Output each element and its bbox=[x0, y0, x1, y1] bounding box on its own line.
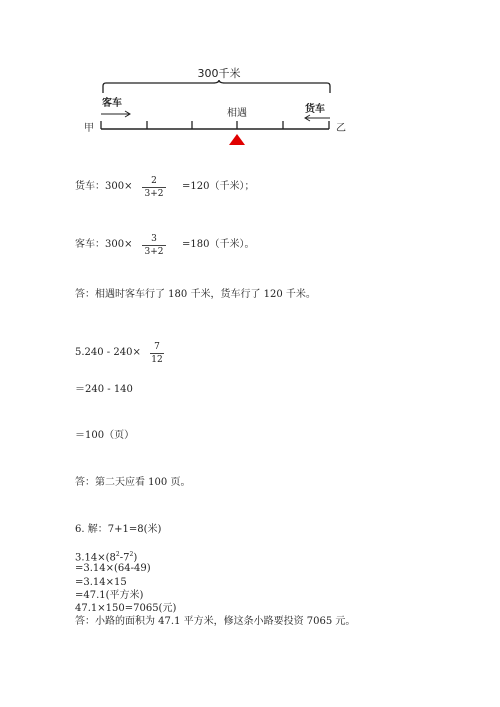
meeting-diagram bbox=[0, 0, 500, 160]
truck-calc-prefix: 货车：300× bbox=[75, 181, 133, 192]
fraction-denominator: 3+2 bbox=[144, 189, 164, 199]
exponent: 2 bbox=[115, 551, 120, 558]
bus-arrow bbox=[101, 111, 130, 117]
q6-line3: =3.14×(64-49) bbox=[75, 563, 151, 574]
total-distance-brace bbox=[103, 80, 330, 93]
truck-fraction bbox=[142, 176, 166, 199]
fraction-numerator: 7 bbox=[154, 342, 160, 352]
q6-line5: =47.1(平方米) bbox=[75, 590, 144, 601]
truck-label: 货车 bbox=[305, 104, 325, 115]
fraction-bar bbox=[150, 353, 164, 354]
bus-calc-result: =180（千米）。 bbox=[182, 239, 255, 250]
fraction-numerator: 3 bbox=[151, 234, 157, 244]
fraction-numerator: 2 bbox=[151, 176, 157, 186]
bus-fraction bbox=[142, 234, 166, 257]
exponent: 2 bbox=[129, 551, 134, 558]
meeting-point-marker bbox=[229, 134, 245, 145]
fraction-bar bbox=[142, 187, 166, 188]
q5-line1: 5.240 - 240× bbox=[75, 347, 141, 358]
q4-answer: 答：相遇时客车行了 180 千米，货车行了 120 千米。 bbox=[75, 289, 316, 300]
q6-answer: 答：小路的面积为 47.1 平方米，修这条小路要投资 7065 元。 bbox=[75, 616, 356, 627]
q5-line2: ＝240 - 140 bbox=[75, 384, 133, 395]
end-point-label: 乙 bbox=[336, 123, 346, 134]
q6-line2-part: 3.14×(8 bbox=[75, 552, 116, 564]
bus-label: 客车 bbox=[102, 98, 122, 109]
q6-line4: =3.14×15 bbox=[75, 577, 127, 588]
fraction-denominator: 12 bbox=[151, 355, 163, 365]
start-point-label: 甲 bbox=[84, 123, 94, 134]
total-distance-label: 300千米 bbox=[197, 67, 241, 80]
q5-fraction bbox=[150, 342, 164, 365]
q6-line1: 6. 解：7+1=8(米) bbox=[75, 524, 162, 535]
q6-line2-part: ) bbox=[133, 552, 138, 564]
q5-answer: 答：第二天应看 100 页。 bbox=[75, 477, 191, 488]
truck-arrow bbox=[305, 115, 330, 121]
q5-line3: ＝100（页） bbox=[75, 430, 135, 441]
fraction-denominator: 3+2 bbox=[144, 247, 164, 257]
q6-line2-part: -7 bbox=[119, 552, 130, 564]
q6-line6: 47.1×150=7065(元) bbox=[75, 603, 177, 614]
segment-ticks bbox=[101, 121, 329, 129]
bus-calc-prefix: 客车：300× bbox=[75, 239, 133, 250]
fraction-bar bbox=[142, 245, 166, 246]
truck-calc-result: =120（千米）； bbox=[182, 181, 255, 192]
meet-label: 相遇 bbox=[227, 108, 247, 119]
